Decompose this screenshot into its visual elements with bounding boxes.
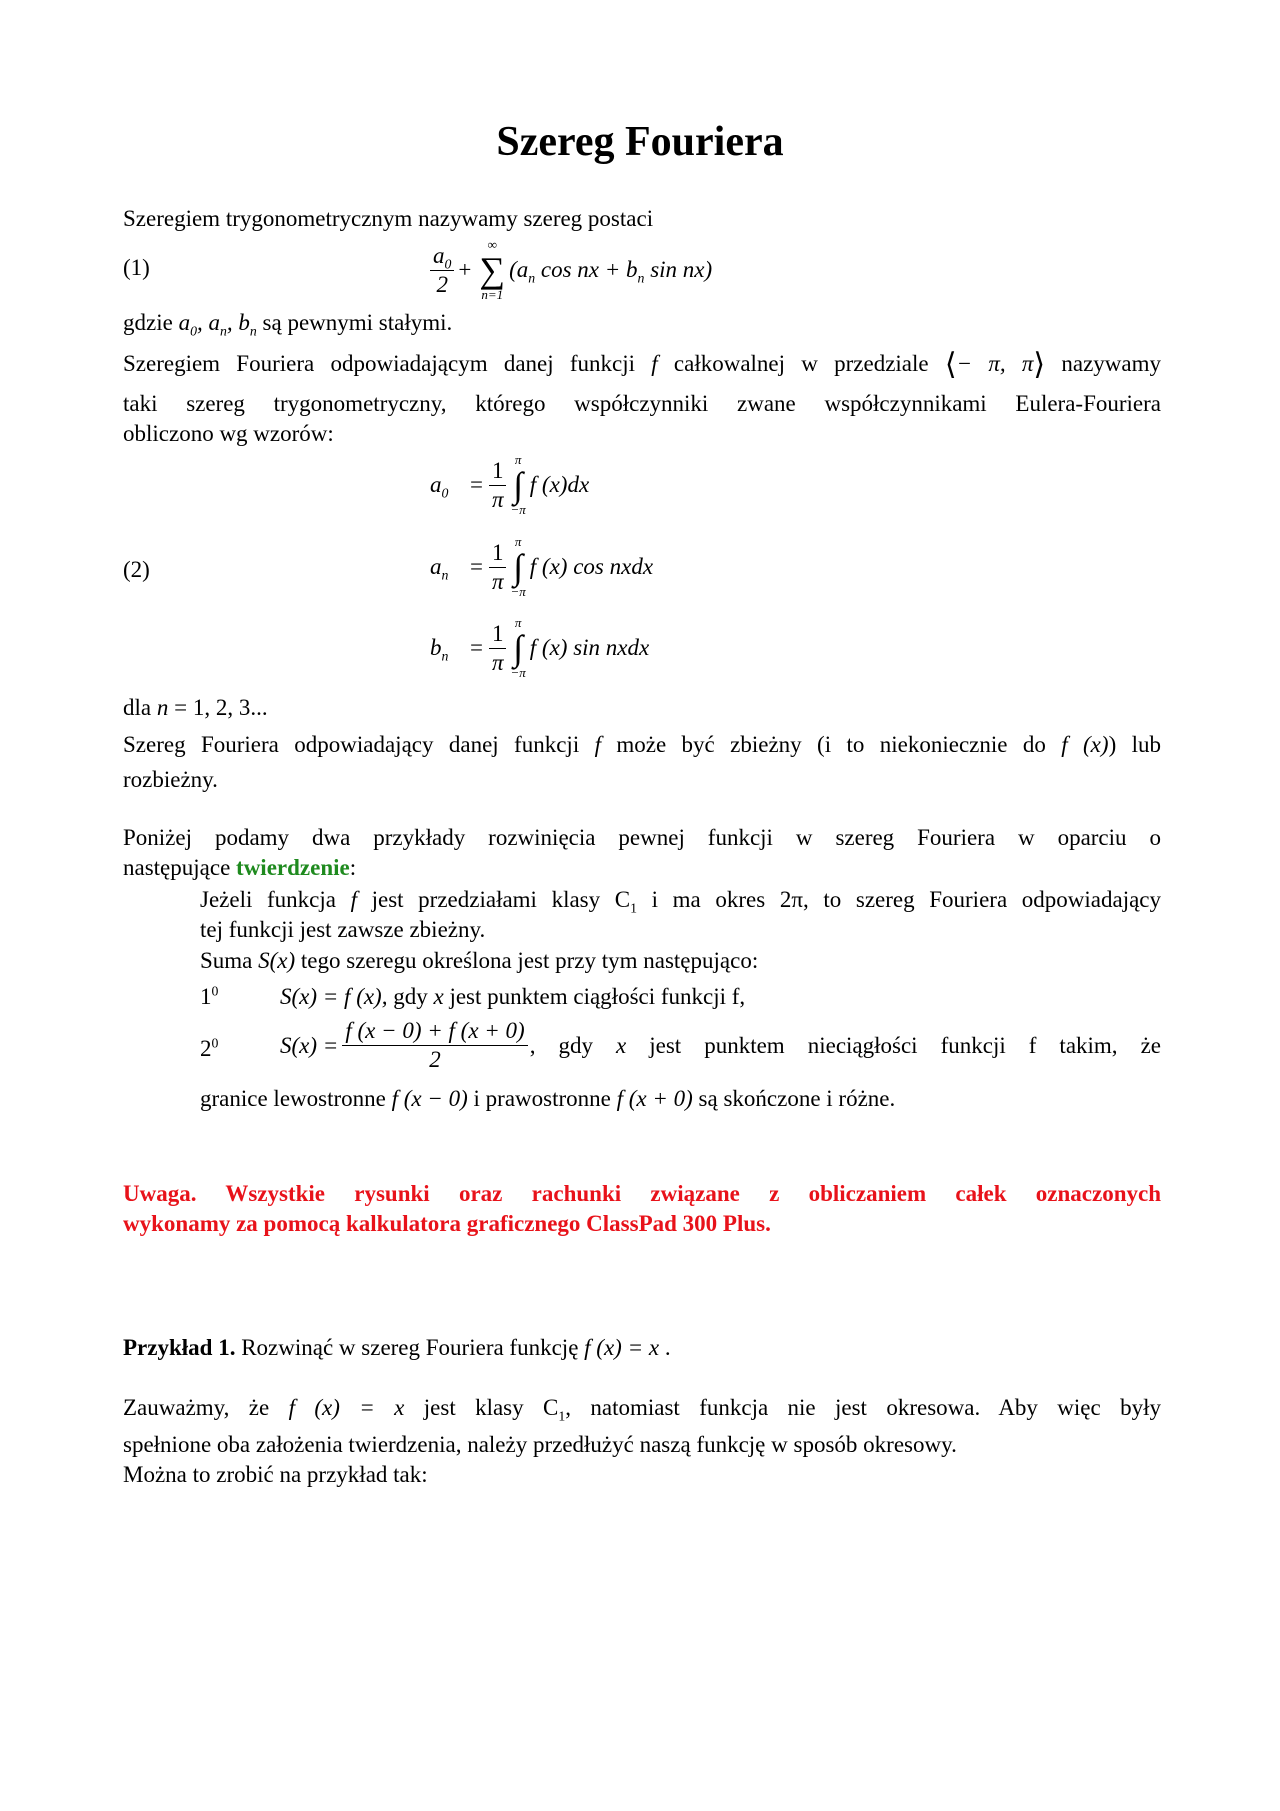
definition-line-1: Szeregiem Fouriera odpowiadającym danej funkcji f całkowalnej w przedziale ⟨− π, π⟩ nazywamy xyxy=(123,348,1161,381)
integral-sign: ∫ xyxy=(513,547,524,587)
theorem-intro-line-2: następujące twierdzenie: xyxy=(123,855,357,880)
remark-line-1: Zauważmy, że f (x) = x jest klasy $C_1$, natomiast funkcja nie jest okresowa. Aby więc były xyxy=(123,1395,1161,1424)
example-label: Przykład 1. xyxy=(123,1335,236,1360)
eq1-sum: ∞ ∑ n=1 xyxy=(479,237,506,302)
sum-sign: ∑ xyxy=(479,250,506,290)
definition-line-3: obliczono wg wzorów: xyxy=(123,421,334,446)
remark-line-3: Można to zrobić na przykład tak: xyxy=(123,1462,428,1487)
convergence-line-1: Szereg Fouriera odpowiadający danej funkcji f może być zbieżny (i to niekoniecznie do f (x)) lub xyxy=(123,732,1161,757)
theorem-intro-line-1: Poniżej podamy dwa przykłady rozwinięcia pewnej funkcji w szereg Fouriera w oparciu o xyxy=(123,825,1161,850)
example-heading: Przykład 1. Rozwinąć w szereg Fouriera funkcję f (x) = x . xyxy=(123,1335,671,1360)
intro-text: Szeregiem trygonometrycznym nazywamy szereg postaci xyxy=(123,206,654,231)
where-line: gdzie $a_0$, $a_n$, $b_n$ są pewnymi stałymi. xyxy=(123,310,453,339)
eq2-row-an: $a_n$ = $\frac{1}{\pi}$ π ∫ −π f (x) cos nxdx xyxy=(430,534,654,599)
convergence-line-2: rozbieżny. xyxy=(123,767,218,792)
theorem-line-1: Jeżeli funkcja f jest przedziałami klasy $C_1$ i ma okres 2π, to szereg Fouriera odpowiadający xyxy=(200,887,1162,916)
theorem-line-2: tej funkcji jest zawsze zbieżny. xyxy=(200,917,486,942)
page-title: Szereg Fouriera xyxy=(496,119,784,165)
theorem-keyword: twierdzenie xyxy=(236,855,350,880)
note-line-2: wykonamy za pomocą kalkulatora graficznego ClassPad 300 Plus. xyxy=(123,1211,771,1236)
theorem-case-2-label: $2^0$ xyxy=(200,1035,219,1061)
eq1-body: ($a_n$ cos nx + $b_n$ sin nx) xyxy=(509,257,713,286)
theorem-limits-line: granice lewostronne f (x − 0) i prawostronne f (x + 0) są skończone i różne. xyxy=(200,1086,896,1111)
theorem-case-1: S(x) = f (x), gdy x jest punktem ciągłości funkcji f, xyxy=(280,984,746,1009)
theorem-case-1-label: $1^0$ xyxy=(200,983,219,1009)
definition-line-2: taki szereg trygonometryczny, którego współczynniki zwane współczynnikami Eulera-Fouriera xyxy=(123,391,1161,416)
eq1-label: (1) xyxy=(123,255,150,280)
integral-sign: ∫ xyxy=(513,465,524,505)
eq2-label: (2) xyxy=(123,557,150,582)
eq1-a0-fraction: $\frac{a_0}{2}$ xyxy=(430,242,454,299)
eq1-plus: + xyxy=(458,257,472,282)
eq1-formula xyxy=(430,238,712,302)
eq2-row-bn: $b_n$ = $\frac{1}{\pi}$ π ∫ −π f (x) sin nxdx xyxy=(430,615,650,680)
integral-sign: ∫ xyxy=(513,628,524,668)
case-2-fraction: $\frac{f (x - 0) + f (x + 0)}{2}$ xyxy=(342,1017,527,1074)
theorem-line-3: Suma S(x) tego szeregu określona jest przy tym następująco: xyxy=(200,948,759,973)
note-line-1: Uwaga. Wszystkie rysunki oraz rachunki związane z obliczaniem całek oznaczonych xyxy=(123,1181,1161,1206)
eq2-row-a0: $a_0$ = $\frac{1}{\pi}$ π ∫ −π f (x)dx xyxy=(430,452,590,517)
theorem-case-2: S(x) = $\frac{f (x - 0) + f (x + 0)}{2}$ , gdy x jest punktem nieciągłości funkcji f takim, że xyxy=(280,1018,1161,1072)
for-n-line: dla n = 1, 2, 3... xyxy=(123,695,268,720)
remark-line-2: spełnione oba założenia twierdzenia, należy przedłużyć naszą funkcję w sposób okresowy. xyxy=(123,1432,957,1457)
